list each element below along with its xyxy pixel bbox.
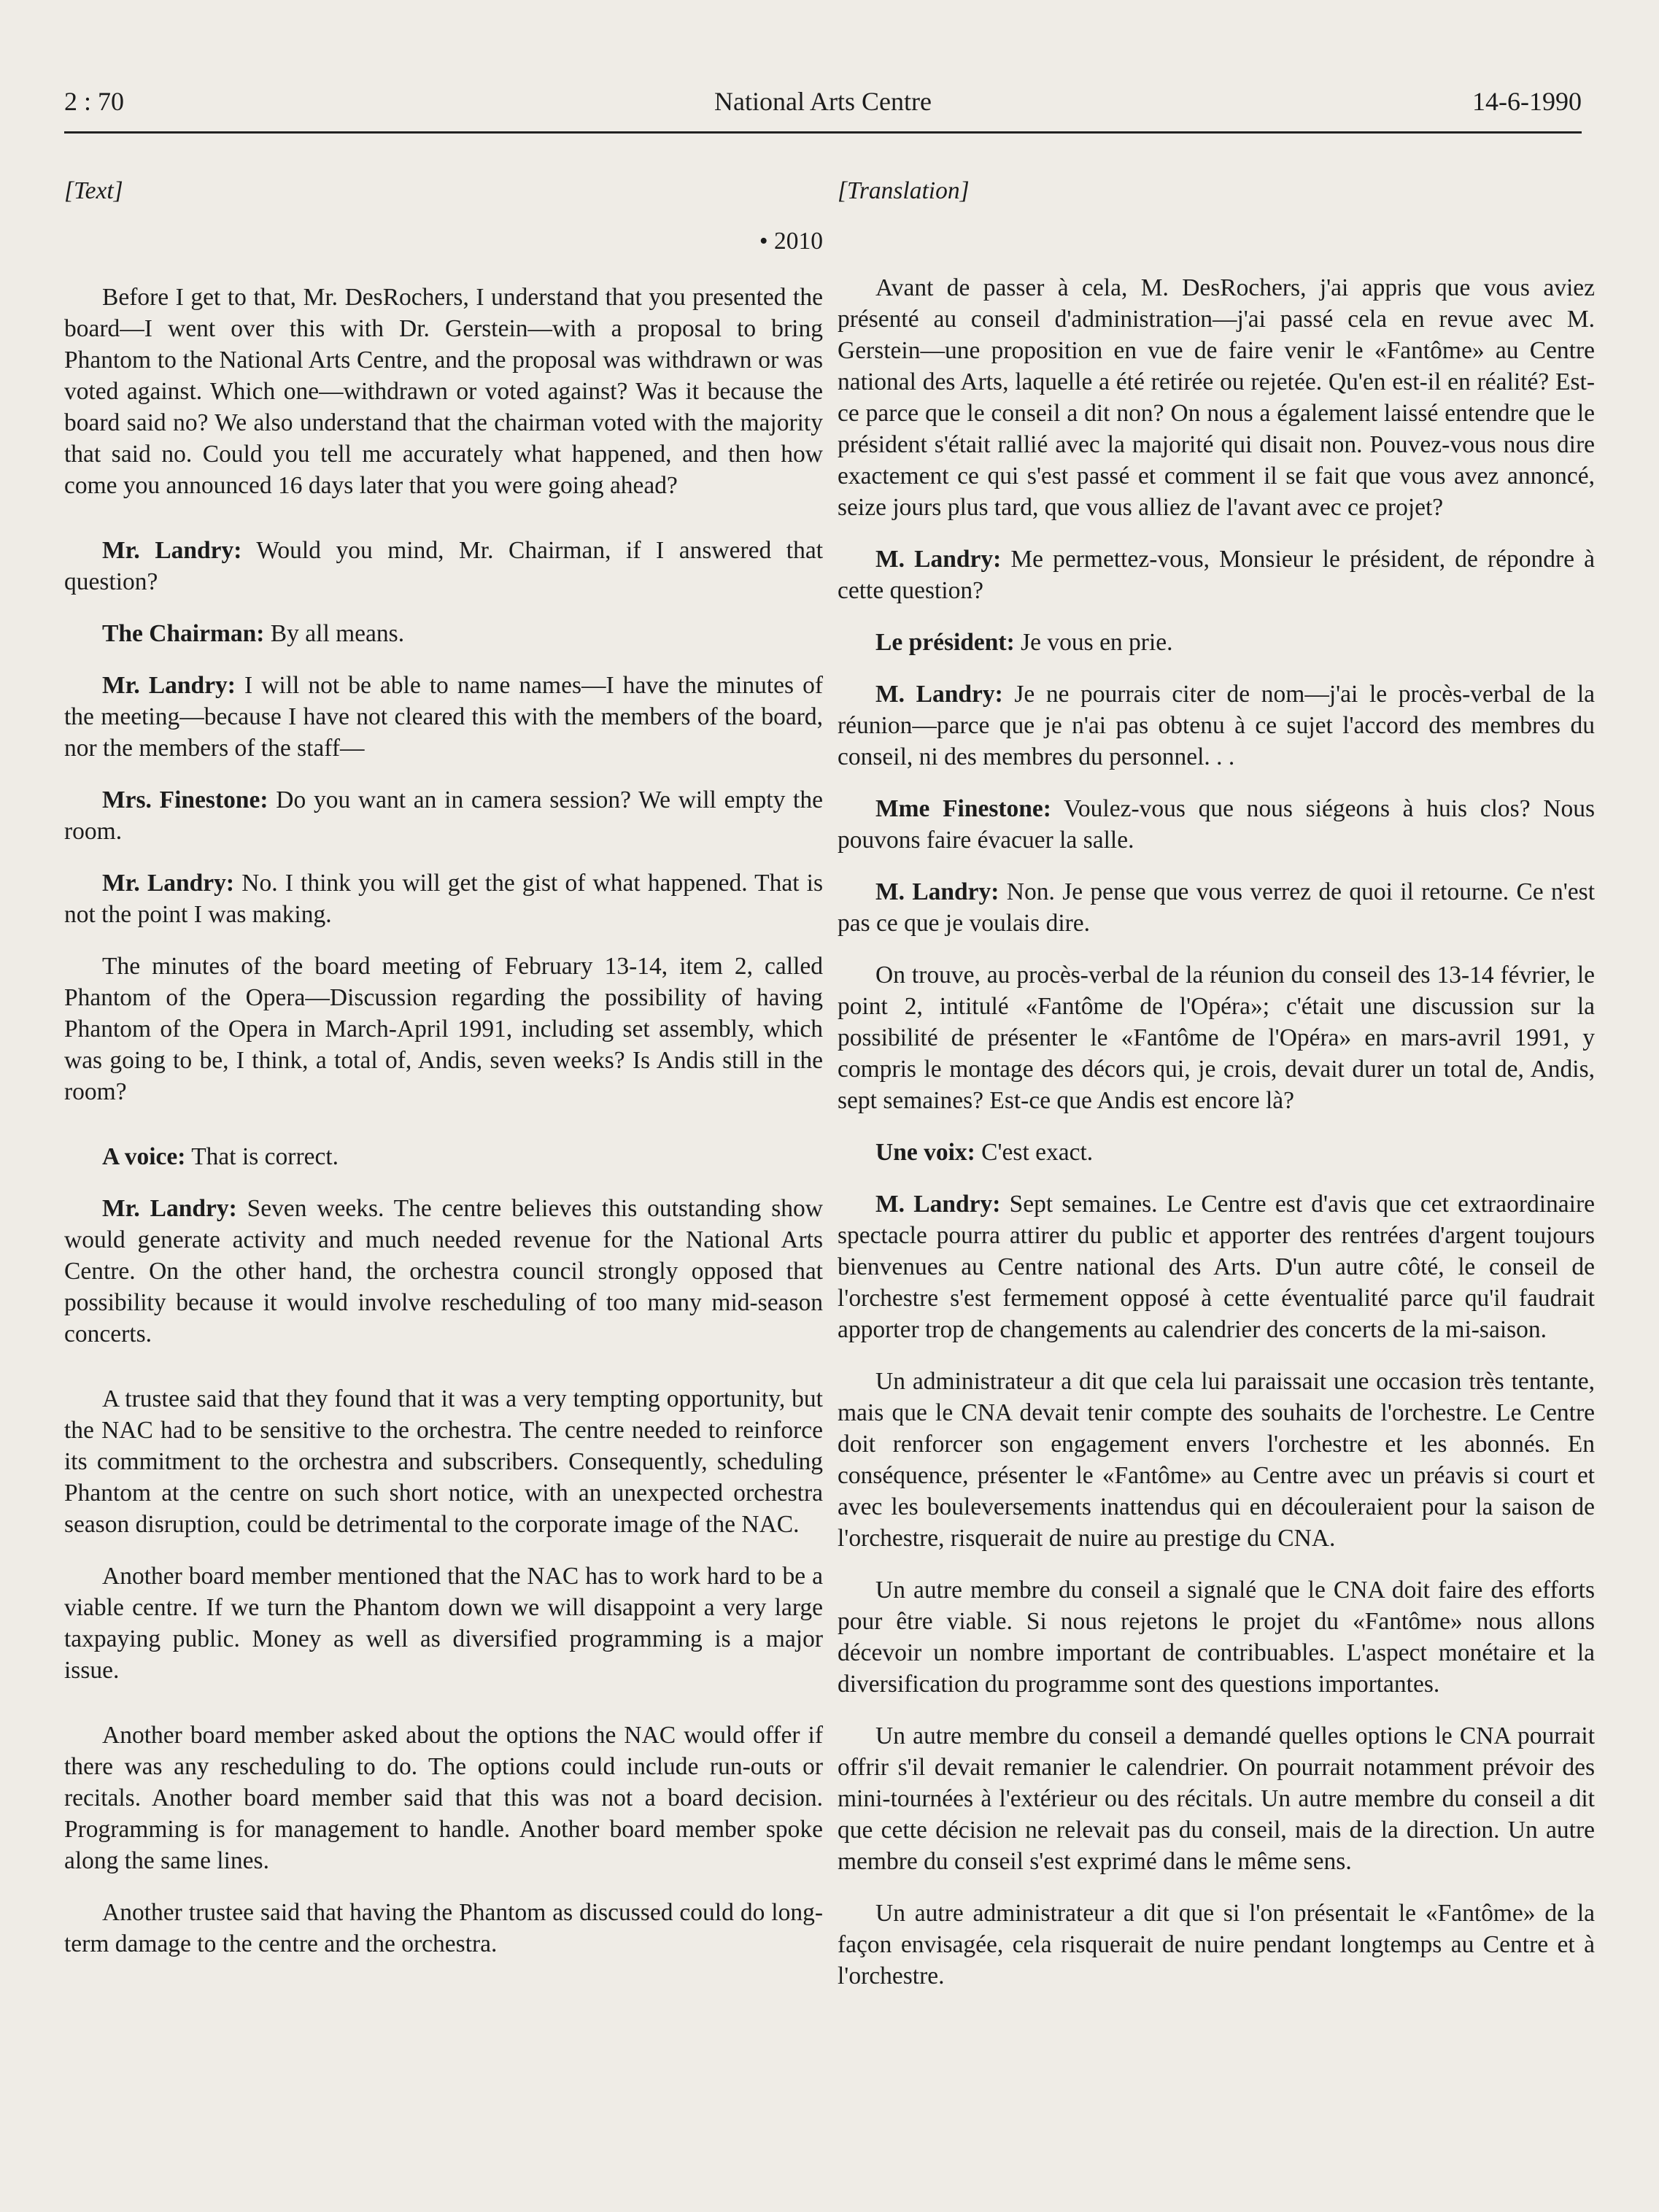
paragraph <box>64 951 823 1107</box>
paragraph-text: Do you want an in camera session? We will empty the room. <box>64 786 823 845</box>
paragraph-text: That is correct. <box>185 1143 339 1170</box>
paragraph <box>64 1383 823 1540</box>
paragraph <box>64 535 823 598</box>
paragraph-text: I will not be able to name names—I have the minutes of the meeting—because I have not cleared this with the members of the board, nor the members of the staff— <box>64 672 823 762</box>
page-number: 2 : 70 <box>64 87 125 116</box>
english-column <box>64 175 823 1980</box>
paragraph <box>64 618 823 649</box>
paragraph <box>838 678 1595 773</box>
paragraph <box>64 1720 823 1876</box>
speaker-name: Mme Finestone: <box>875 795 1051 822</box>
issue-date: 14-6-1990 <box>1472 87 1582 116</box>
paragraph-text: Avant de passer à cela, M. DesRochers, j'ai appris que vous aviez présenté au conseil d'administration—j'ai passé cela en revue avec M. Gerstein—une proposition en vue de faire venir le «Fantôme» au Centre national des Arts, laquelle a été retirée ou rejetée. Qu'en est-il en réalité? Est-ce parce que le conseil a dit non? On nous a également laissé entendre que le président s'était rallié avec la majorité qui disait non. Pouvez-vous nous dire exactement ce qui s'est passé et comment il se fait que vous avez annoncé, seize jours plus tard, que vous alliez de l'avant avec ce projet? <box>838 274 1595 521</box>
paragraph <box>838 272 1595 523</box>
paragraph-text: C'est exact. <box>975 1139 1094 1166</box>
paragraph <box>838 1137 1595 1168</box>
time-marker: • 2010 <box>759 228 823 255</box>
spacer <box>838 214 1595 272</box>
paragraph <box>838 1720 1595 1877</box>
paragraph <box>64 1897 823 1960</box>
paragraph <box>64 784 823 847</box>
paragraph <box>64 1193 823 1350</box>
speaker-name: Mr. Landry: <box>102 537 242 564</box>
paragraph-text: Before I get to that, Mr. DesRochers, I understand that you presented the board—I went over this with Dr. Gerstein—with a proposal to bring Phantom to the National Arts Centre, and the proposal was withdrawn or was voted against. Which one—withdrawn or voted against? Was it because the board said no? We also understand that the chairman voted with the majority that said no. Could you tell me accurately what happened, and then how come you announced 16 days later that you were going ahead? <box>64 284 823 499</box>
paragraph-text: A trustee said that they found that it was a very tempting opportunity, but the NAC had to be sensitive to the orchestra. The centre needed to reinforce its commitment to the orchestra and subscribers. Consequently, scheduling Phantom at the centre on such short notice, with an unexpected orchestra season disruption, could be detrimental to the corporate image of the NAC. <box>64 1385 823 1538</box>
translation-label: [Translation] <box>838 177 970 204</box>
paragraph-text: Seven weeks. The centre believes this outstanding show would generate activity and much needed revenue for the National Arts Centre. On the other hand, the orchestra council strongly opposed that possibility because it would involve rescheduling of too many mid-season concerts. <box>64 1195 823 1347</box>
publication-title: National Arts Centre <box>714 87 932 116</box>
paragraph <box>838 876 1595 939</box>
paragraph-text: Un autre membre du conseil a demandé quelles options le CNA pourrait offrir s'il devait remanier le calendrier. On pourrait notamment prévoir des mini-tournées à l'extérieur ou des récitals. Un autre membre du conseil a dit que cette décision ne relevait pas du conseil, mais de la direction. Un autre membre du conseil s'est exprimé dans le même sens. <box>838 1722 1595 1875</box>
speaker-name: Mr. Landry: <box>102 1195 237 1222</box>
paragraph-text: Another trustee said that having the Phantom as discussed could do long-term damage to the centre and the orchestra. <box>64 1899 823 1957</box>
speaker-name: Mr. Landry: <box>102 870 235 897</box>
paragraph <box>838 1188 1595 1345</box>
paragraph-text: Would you mind, Mr. Chairman, if I answered that question? <box>64 537 824 595</box>
paragraph-text: Je ne pourrais citer de nom—j'ai le procès-verbal de la réunion—parce que je n'ai pas obtenu à ce sujet l'accord des membres du conseil, ni des membres du personnel. . . <box>838 681 1596 770</box>
paragraph-text: Another board member mentioned that the NAC has to work hard to be a viable centre. If we turn the Phantom down we will disappoint a very large taxpaying public. Money as well as diversified programming is a major issue. <box>64 1563 823 1684</box>
paragraph <box>838 1574 1595 1700</box>
page-header <box>64 77 1582 134</box>
paragraph-text: The minutes of the board meeting of February 13-14, item 2, called Phantom of the Opera—Discussion regarding the possibility of having Phantom of the Opera in March-April 1991, including set assembly, which was going to be, I think, a total of, Andis, seven weeks? Is Andis still in the room? <box>64 953 823 1105</box>
speaker-name: Une voix: <box>875 1139 975 1166</box>
paragraph <box>838 627 1595 658</box>
paragraph <box>64 1141 823 1172</box>
paragraph <box>838 1366 1595 1554</box>
paragraph-text: Another board member asked about the options the NAC would offer if there was any rescheduling to do. The options could include run-outs or recitals. Another board member said that this was not a board decision. Programming is for management to handle. Another board member spoke along the same lines. <box>64 1722 823 1874</box>
paragraph-text: Voulez-vous que nous siégeons à huis clos? Nous pouvons faire évacuer la salle. <box>838 795 1595 854</box>
paragraph-text: Me permettez-vous, Monsieur le président, de répondre à cette question? <box>838 546 1595 604</box>
paragraph-text: No. I think you will get the gist of what happened. That is not the point I was making. <box>64 870 824 928</box>
speaker-name: M. Landry: <box>875 878 999 905</box>
paragraph-text: Je vous en prie. <box>1014 629 1173 656</box>
speaker-name: The Chairman: <box>102 620 265 647</box>
speaker-name: Le président: <box>875 629 1015 656</box>
speaker-name: Mr. Landry: <box>102 672 236 699</box>
paragraph-text: Un autre administrateur a dit que si l'on présentait le «Fantôme» de la façon envisagée, cela risquerait de nuire pendant longtemps au Centre et à l'orchestre. <box>838 1900 1595 1989</box>
paragraph-text: Un administrateur a dit que cela lui paraissait une occasion très tentante, mais que le CNA devait tenir compte des souhaits de l'orchestre. Le Centre doit renforcer son engagement envers l'orchestre et les abonnés. En conséquence, présenter le «Fantôme» au Centre avec un préavis si court et avec les bouleversements inattendus qui en découleraient pour la saison de l'orchestre, risquerait de nuire au prestige du CNA. <box>838 1368 1595 1552</box>
paragraph-text: Sept semaines. Le Centre est d'avis que cet extraordinaire spectacle pourra attirer du public et apporter des rentrées d'argent toujours bienvenues au Centre national des Arts. D'un autre côté, le conseil de l'orchestre s'est fermement opposé à cette éventualité parce qu'il faudrait apporter trop de changements au calendrier des concerts de la mi-saison. <box>838 1191 1595 1343</box>
speaker-name: M. Landry: <box>875 546 1002 573</box>
paragraph <box>838 959 1595 1116</box>
text-label: [Text] <box>64 177 123 204</box>
paragraph-text: By all means. <box>264 620 405 647</box>
paragraph-text: Non. Je pense que vous verrez de quoi il retourne. Ce n'est pas ce que je voulais dire. <box>838 878 1596 937</box>
paragraph <box>64 282 823 501</box>
speaker-name: M. Landry: <box>875 681 1003 708</box>
paragraph <box>838 544 1595 606</box>
speaker-name: A voice: <box>102 1143 186 1170</box>
paragraph <box>64 670 823 764</box>
paragraph <box>838 793 1595 856</box>
paragraph-text: On trouve, au procès-verbal de la réunion du conseil des 13-14 février, le point 2, intitulé «Fantôme de l'Opéra»; c'était une discussion sur la possibilité de présenter le «Fantôme de l'Opéra» en mars-avril 1991, y compris le montage des décors qui, je crois, devait durer un total de, Andis, sept semaines? Est-ce que Andis est encore là? <box>838 962 1595 1114</box>
paragraph-text: Un autre membre du conseil a signalé que le CNA doit faire des efforts pour être viable. Si nous rejetons le projet du «Fantôme» nous allons décevoir un nombre important de contribuables. L'aspect monétaire et la diversification du programme sont des questions importantes. <box>838 1577 1595 1698</box>
paragraph <box>64 867 823 930</box>
speaker-name: M. Landry: <box>875 1191 1001 1218</box>
paragraph <box>838 1898 1595 1992</box>
french-column <box>838 175 1595 2012</box>
paragraph <box>64 1561 823 1686</box>
speaker-name: Mrs. Finestone: <box>102 786 268 813</box>
